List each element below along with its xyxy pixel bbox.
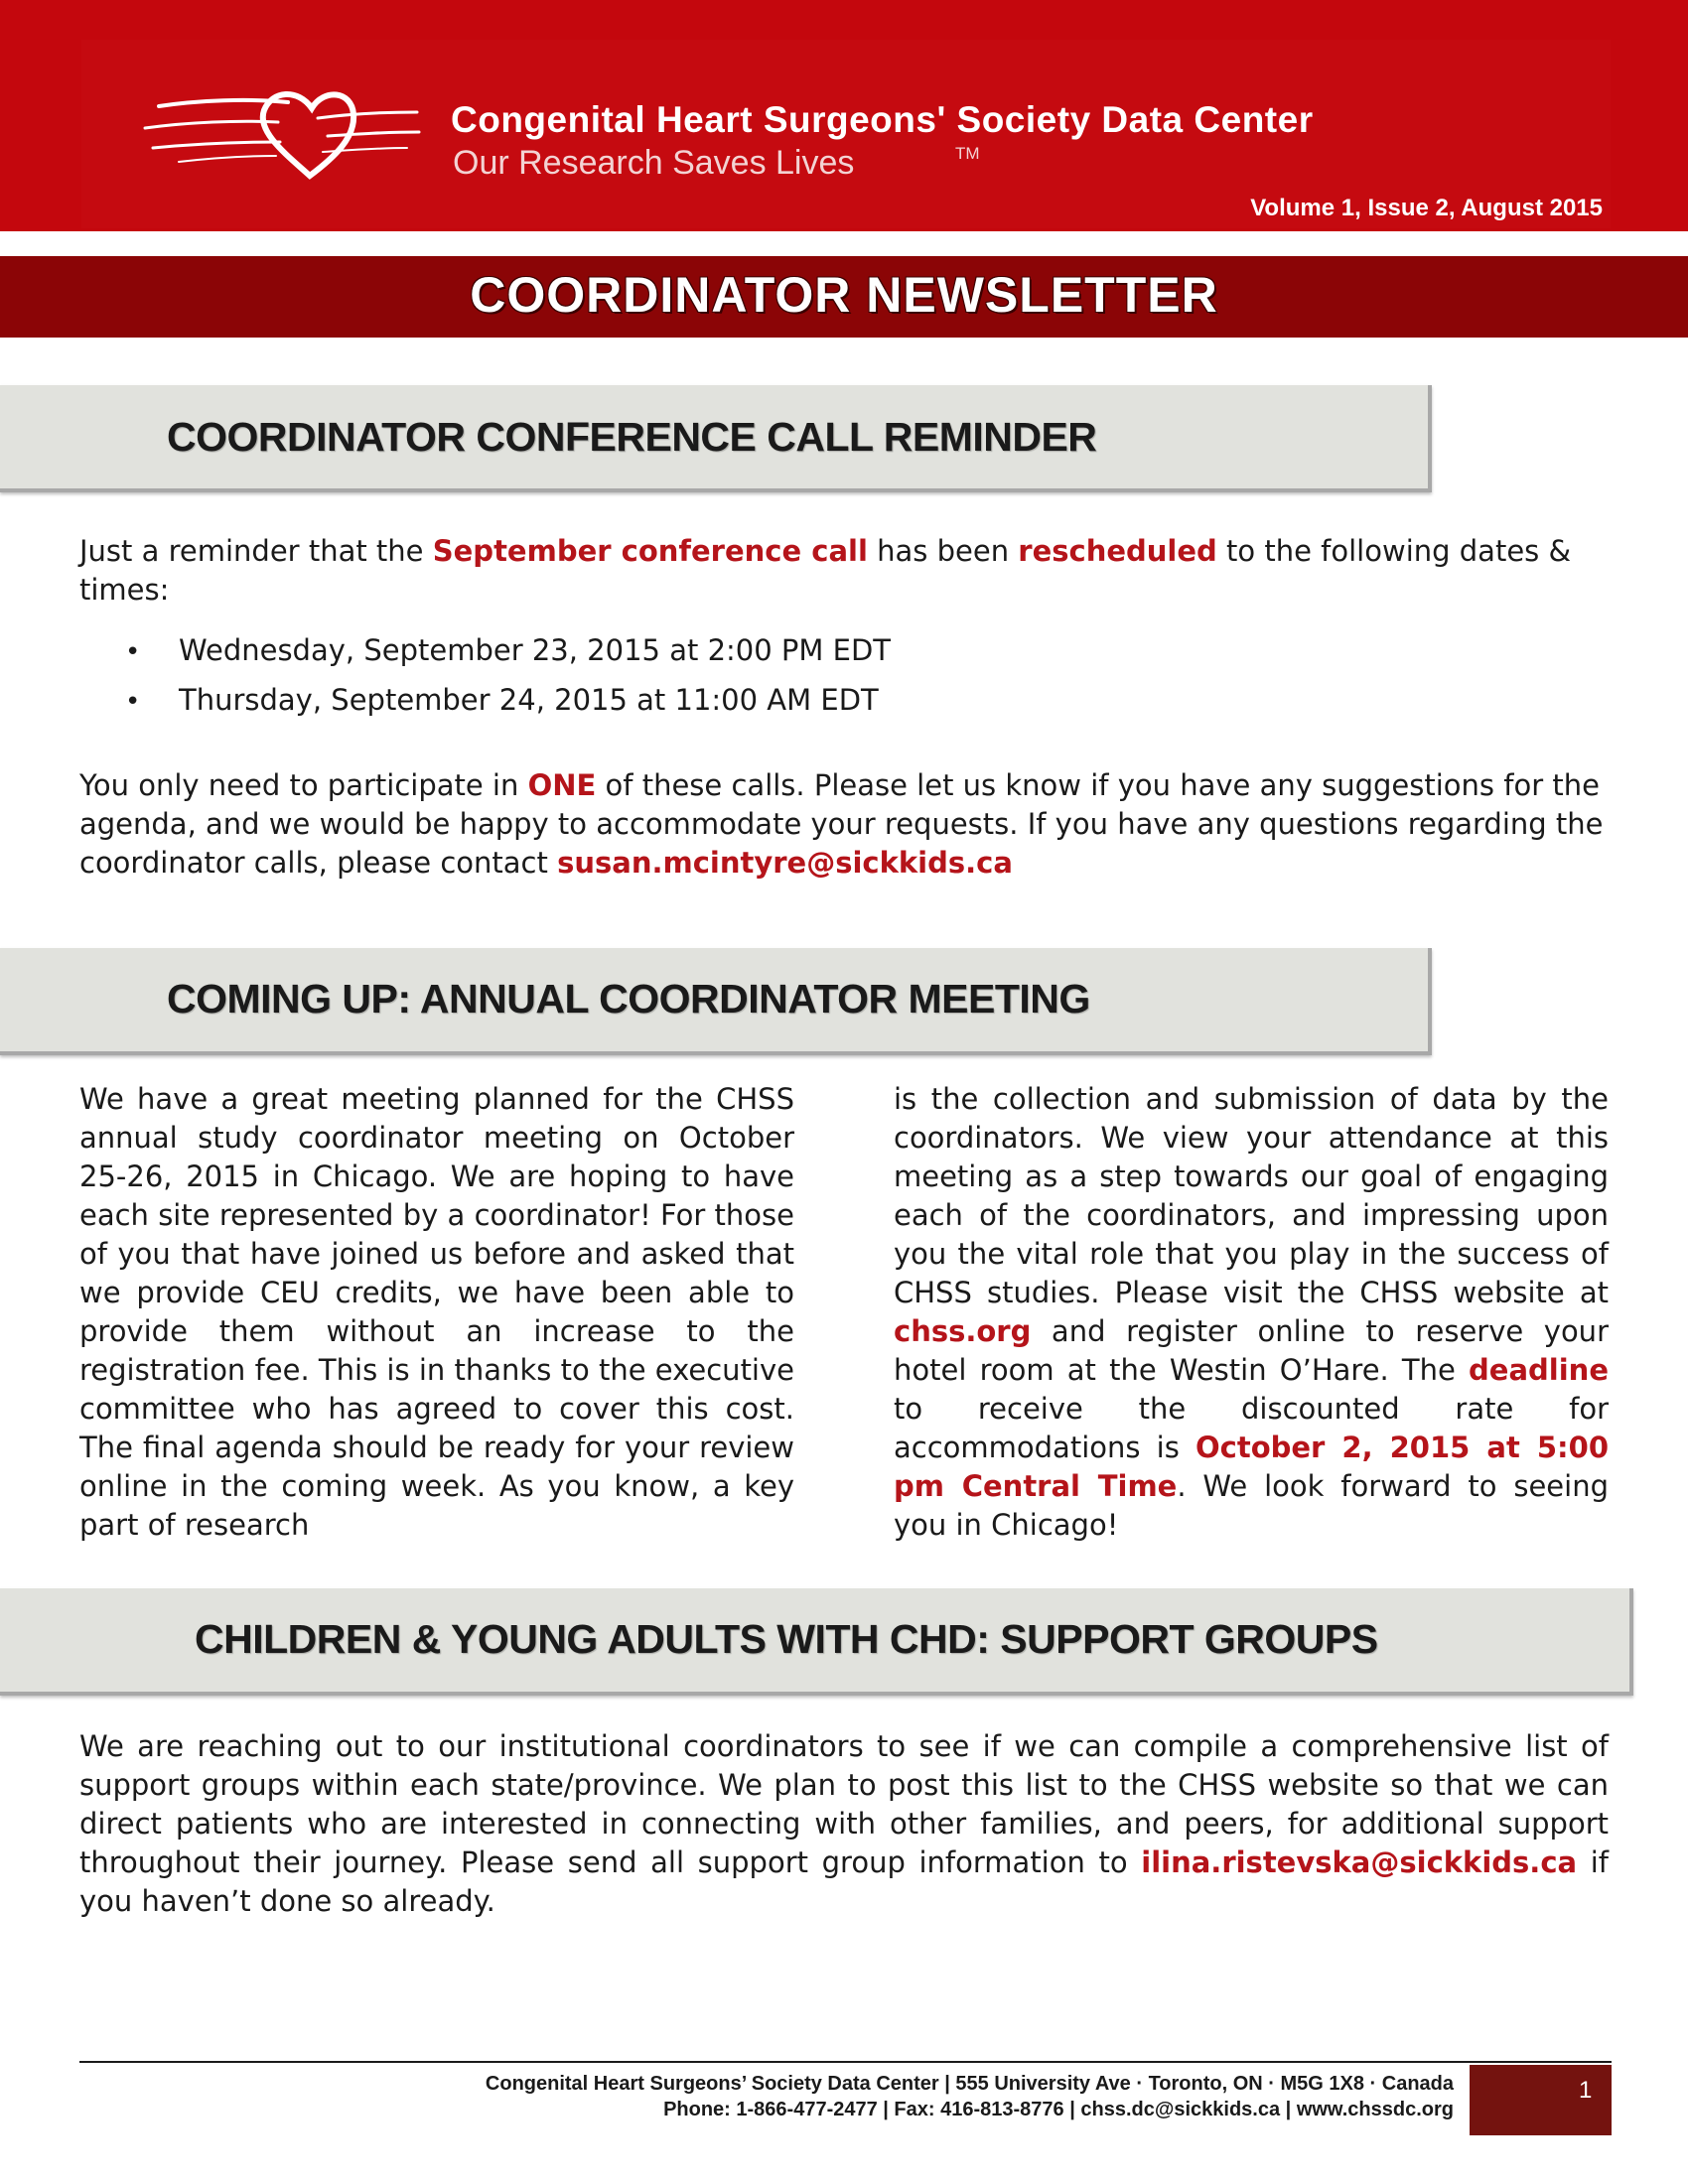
chss-website-link[interactable]: chss.org [894,1314,1032,1348]
footer-divider [79,2061,1612,2063]
meeting-column-right: is the collection and submission of data by the coordinators. We view your attendance at this meeting as a step towards our goal of engaging each of the coordinators, and impressing upon you the vital role that you play in the success of CHSS studies. Please visit the CHSS website at chss.org and register online to reserve your hotel room at the Westin O’Hare. The deadline to receive the discounted rate for accommodations is October 2, 2015 at 5:00 pm Central Time. We look forward to seeing you in Chicago! [894,1082,1609,1542]
trademark-mark: TM [955,144,980,163]
support-groups-paragraph: We are reaching out to our institutional coordinators to see if we can compile a comprehensive list of support groups within each state/province. We plan to post this list to the CHSS website so that we can direct patients who are interested in connecting with other families, and peers, for additional support throughout their journey. Please send all support group information to ilina.ristevska@sickkids.ca if you haven’t done so already. [79,1729,1609,1918]
list-item: • Thursday, September 24, 2015 at 11:00 AM EDT [125,683,879,717]
bullet-icon: • [125,637,141,667]
section-title-conference-call: COORDINATOR CONFERENCE CALL REMINDER [167,414,1097,460]
meeting-column-left: We have a great meeting planned for the CHSS annual study coordinator meeting on October 25-26, 2015 in Chicago. We are hoping to have each site represented by a coordinator! For those of you that have joined us before and asked that we provide CEU credits, we have been able to provide them without an increase to the registration fee. This is in thanks to the executive committee who has agreed to cover this cost. The final agenda should be ready for your review online in the coming week. As you know, a key part of research [79,1082,794,1542]
footer-phone-line: Phone: 1-866-477-2477 | Fax: 416-813-8776 | chss.dc@sickkids.ca | www.chssdc.org [663,2099,1454,2120]
conference-call-details: You only need to participate in ONE of these calls. Please let us know if you have any suggestions for the agenda, and we would be happy to accommodate your requests. If you have any questions regarding the coordinator calls, please contact susan.mcintyre@sickkids.ca [79,768,1604,880]
deadline-date-highlight: October 2, 2015 at 5:00 pm Central Time [894,1431,1609,1503]
list-item: • Wednesday, September 23, 2015 at 2:00 PM EDT [125,633,891,667]
rescheduled-highlight: rescheduled [1018,534,1217,568]
tagline: Our Research Saves Lives [453,144,855,182]
section-title-annual-meeting: COMING UP: ANNUAL COORDINATOR MEETING [167,976,1090,1022]
deadline-highlight: deadline [1469,1353,1609,1387]
issue-info: Volume 1, Issue 2, August 2015 [1250,195,1603,221]
heart-icon [139,84,427,184]
org-name: Congenital Heart Surgeons' Society Data Center [451,99,1314,140]
newsletter-title: COORDINATOR NEWSLETTER [470,267,1218,323]
page-number: 1 [1579,2077,1593,2104]
september-call-highlight: September conference call [432,534,868,568]
contact-email-link[interactable]: susan.mcintyre@sickkids.ca [557,846,1013,880]
bullet-icon: • [125,687,141,717]
footer-contact [486,2071,1454,2122]
section-title-support-groups: CHILDREN & YOUNG ADULTS WITH CHD: SUPPORT GROUPS [195,1616,1378,1662]
footer-address: Congenital Heart Surgeons’ Society Data Center | 555 University Ave · Toronto, ON · M5G 1X8 · Canada [485,2073,1454,2095]
one-highlight: ONE [527,768,597,802]
support-email-link[interactable]: ilina.ristevska@sickkids.ca [1141,1845,1578,1879]
conference-call-intro: Just a reminder that the September conference call has been rescheduled to the following dates & times: [79,534,1572,607]
